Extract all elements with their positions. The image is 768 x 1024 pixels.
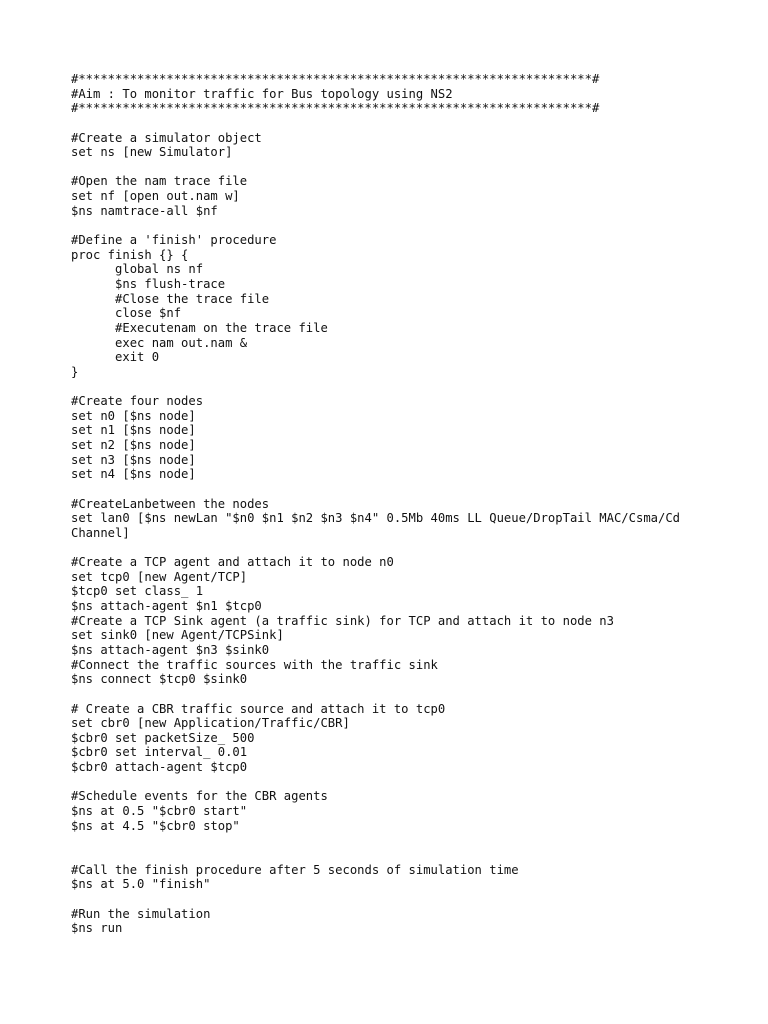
comment-line: #**********************************************************************#: [71, 72, 600, 86]
comment-line: #Open the nam trace file: [71, 174, 248, 189]
code-line: set ns [new Simulator]: [71, 145, 233, 160]
comment-line: #Create a TCP agent and attach it to node n0: [71, 555, 394, 570]
code-line: set n0 [$ns node]: [71, 408, 196, 423]
code-line: set sink0 [new Agent/TCPSink]: [71, 628, 284, 643]
blank-line: [71, 116, 761, 131]
comment-line: #Create four nodes: [71, 394, 204, 409]
code-line: proc finish {} {: [71, 247, 189, 262]
blank-line: [71, 482, 761, 497]
code-line: $ns at 4.5 "$cbr0 stop": [71, 818, 240, 833]
code-line: set n1 [$ns node]: [71, 423, 196, 438]
blank-line: [71, 218, 761, 233]
code-line: global ns nf: [71, 262, 204, 277]
comment-line: #Aim : To monitor traffic for Bus topology using NS2: [71, 86, 453, 101]
code-line: set n2 [$ns node]: [71, 438, 196, 453]
code-line: $ns run: [71, 921, 123, 936]
code-line: $cbr0 set interval_ 0.01: [71, 745, 248, 760]
blank-line: [71, 687, 761, 702]
comment-line: #Connect the traffic sources with the traffic sink: [71, 657, 438, 672]
code-line: $cbr0 set packetSize_ 500: [71, 730, 255, 745]
comment-line: #Executenam on the trace file: [71, 320, 328, 335]
code-line: exit 0: [71, 350, 160, 365]
blank-line: [71, 379, 761, 394]
comment-line: #Create a simulator object: [71, 130, 262, 145]
comment-line: #CreateLanbetween the nodes: [71, 496, 270, 511]
code-line: exec nam out.nam &: [71, 335, 248, 350]
code-line: close $nf: [71, 306, 182, 321]
code-line: $ns connect $tcp0 $sink0: [71, 672, 248, 687]
blank-line: [71, 541, 761, 556]
code-line: set n4 [$ns node]: [71, 467, 196, 482]
code-line: Channel]: [71, 525, 130, 540]
comment-line: #**********************************************************************#: [71, 101, 600, 116]
code-line: $tcp0 set class_ 1: [71, 584, 204, 599]
blank-line: [71, 848, 761, 863]
comment-line: #Run the simulation: [71, 906, 211, 921]
comment-line: #Create a TCP Sink agent (a traffic sink) for TCP and attach it to node n3: [71, 613, 614, 628]
code-line: $ns at 5.0 "finish": [71, 877, 211, 892]
code-line: $ns attach-agent $n1 $tcp0: [71, 599, 262, 614]
code-line: $ns flush-trace: [71, 276, 226, 291]
code-line: set n3 [$ns node]: [71, 452, 196, 467]
code-line: set tcp0 [new Agent/TCP]: [71, 569, 248, 584]
code-line: set lan0 [$ns newLan "$n0 $n1 $n2 $n3 $n4" 0.5Mb 40ms LL Queue/DropTail MAC/Csma/Cd: [71, 511, 681, 526]
blank-line: [71, 160, 761, 175]
code-line: }: [71, 364, 79, 379]
code-line: $ns namtrace-all $nf: [71, 203, 218, 218]
code-line: set cbr0 [new Application/Traffic/CBR]: [71, 716, 350, 731]
blank-line: [71, 833, 761, 848]
comment-line: #Call the finish procedure after 5 seconds of simulation time: [71, 862, 519, 877]
code-line: $cbr0 attach-agent $tcp0: [71, 760, 248, 775]
code-document: [71, 72, 761, 936]
code-line: $ns attach-agent $n3 $sink0: [71, 642, 270, 657]
blank-line: [71, 892, 761, 907]
comment-line: #Close the trace file: [71, 291, 270, 306]
code-line: set nf [open out.nam w]: [71, 189, 240, 204]
comment-line: #Define a 'finish' procedure: [71, 233, 277, 248]
blank-line: [71, 775, 761, 790]
code-line: $ns at 0.5 "$cbr0 start": [71, 804, 248, 819]
comment-line: # Create a CBR traffic source and attach it to tcp0: [71, 701, 446, 716]
comment-line: #Schedule events for the CBR agents: [71, 789, 328, 804]
